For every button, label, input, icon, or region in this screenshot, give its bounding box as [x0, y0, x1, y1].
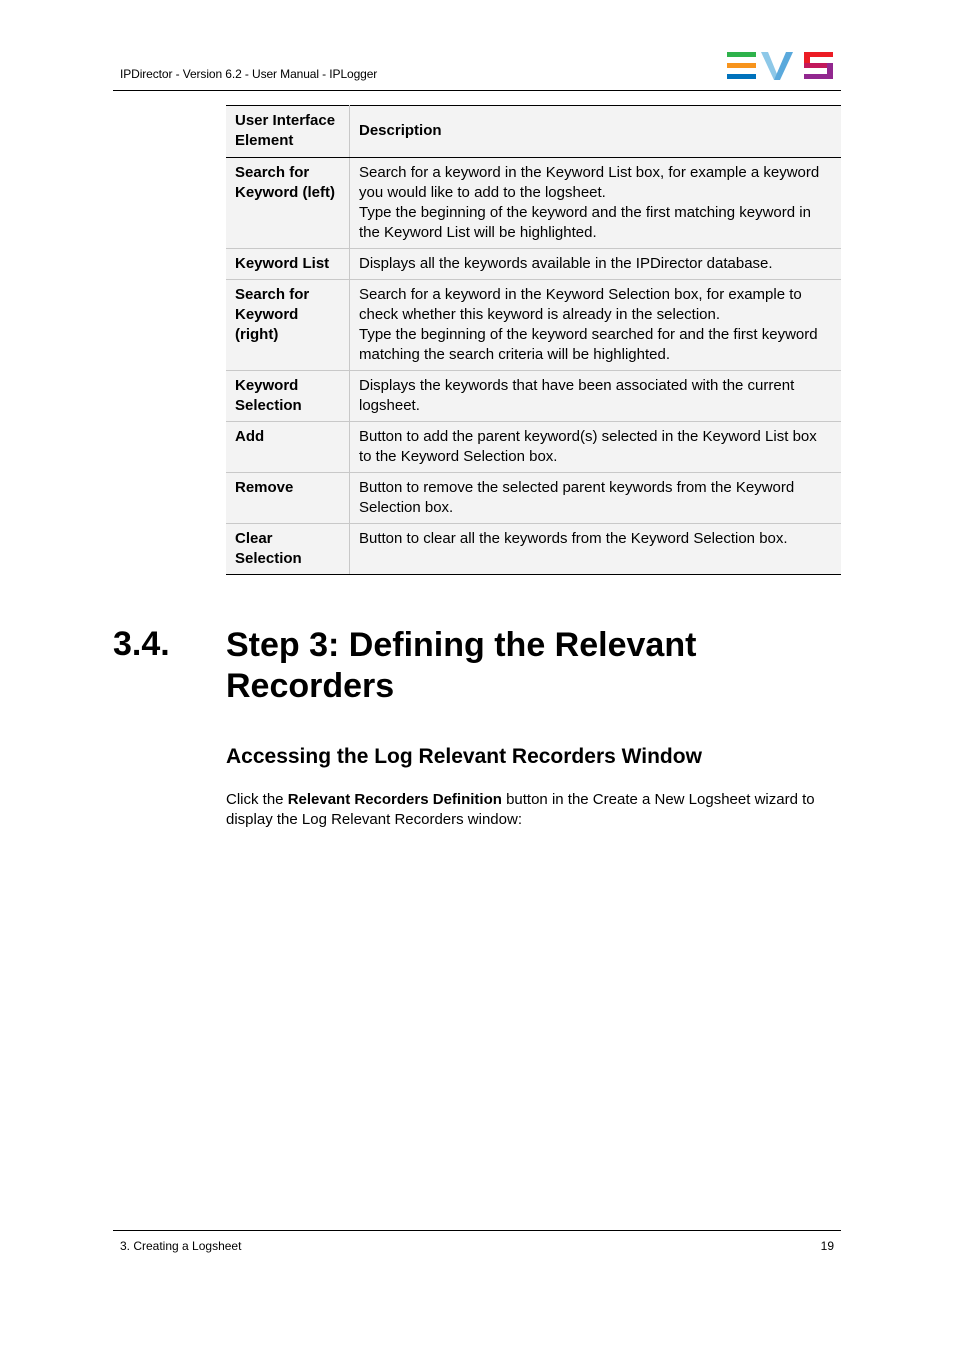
table-cell-description: Button to clear all the keywords from the Keyword Selection box. [350, 524, 842, 575]
table-cell-element: Clear Selection [226, 524, 350, 575]
table-row [226, 371, 841, 422]
logo-e-bar-3 [727, 74, 756, 79]
table-cell-element: Search for Keyword (left) [226, 158, 350, 249]
table-row [226, 422, 841, 473]
ui-elements-table [226, 105, 841, 575]
header-title: IPDirector - Version 6.2 - User Manual - IPLogger [120, 67, 378, 81]
table-cell-description: Button to add the parent keyword(s) selected in the Keyword List box to the Keyword Selection box. [350, 422, 842, 473]
table-cell-element: Remove [226, 473, 350, 524]
table-cell-description: Button to remove the selected parent keywords from the Keyword Selection box. [350, 473, 842, 524]
table-row [226, 280, 841, 371]
body-paragraph [226, 790, 841, 830]
evs-logo [727, 52, 833, 80]
subsection-title: Accessing the Log Relevant Recorders Window [226, 745, 702, 768]
logo-v-left [761, 52, 777, 80]
table-row [226, 473, 841, 524]
table-cell-description: Search for a keyword in the Keyword List box, for example a keyword you would like to add to the logsheet. Type the beginning of the keyword and the first matching keyword in the Keyword List will be highlighted. [350, 158, 842, 249]
table-header-row [226, 106, 841, 158]
section-title: Step 3: Defining the Relevant Recorders [226, 626, 697, 705]
paragraph-suffix: button in the Create a New Logsheet wizard to display the Log Relevant Recorders window: [226, 791, 815, 828]
table-cell-element: Add [226, 422, 350, 473]
paragraph-bold-term: Relevant Recorders Definition [287, 791, 502, 808]
table-row [226, 249, 841, 280]
table-row [226, 158, 841, 249]
table-row [226, 524, 841, 575]
footer-chapter: 3. Creating a Logsheet [120, 1239, 242, 1253]
table-cell-description: Displays all the keywords available in the IPDirector database. [350, 249, 842, 280]
table-cell-element: Keyword List [226, 249, 350, 280]
section-number: 3.4. [113, 625, 170, 663]
logo-e-bar-1 [727, 52, 756, 57]
paragraph-prefix: Click the [226, 791, 288, 808]
page-header [113, 40, 841, 91]
logo-v-right [774, 52, 793, 80]
table-cell-description: Displays the keywords that have been associated with the current logsheet. [350, 371, 842, 422]
footer-page-number: 19 [820, 1239, 834, 1253]
table-header-element: User Interface Element [226, 106, 350, 158]
table-cell-element: Keyword Selection [226, 371, 350, 422]
table-cell-description: Search for a keyword in the Keyword Selection box, for example to check whether this keyword is already in the selection. Type the beginning of the keyword searched for and the first keyword matching the search criteria will be highlighted. [350, 280, 842, 371]
logo-e-bar-2 [727, 63, 756, 68]
logo-s-bottom [804, 74, 833, 79]
table-cell-element: Search for Keyword (right) [226, 280, 350, 371]
page-footer [113, 1230, 841, 1253]
table-header-description: Description [350, 106, 842, 158]
